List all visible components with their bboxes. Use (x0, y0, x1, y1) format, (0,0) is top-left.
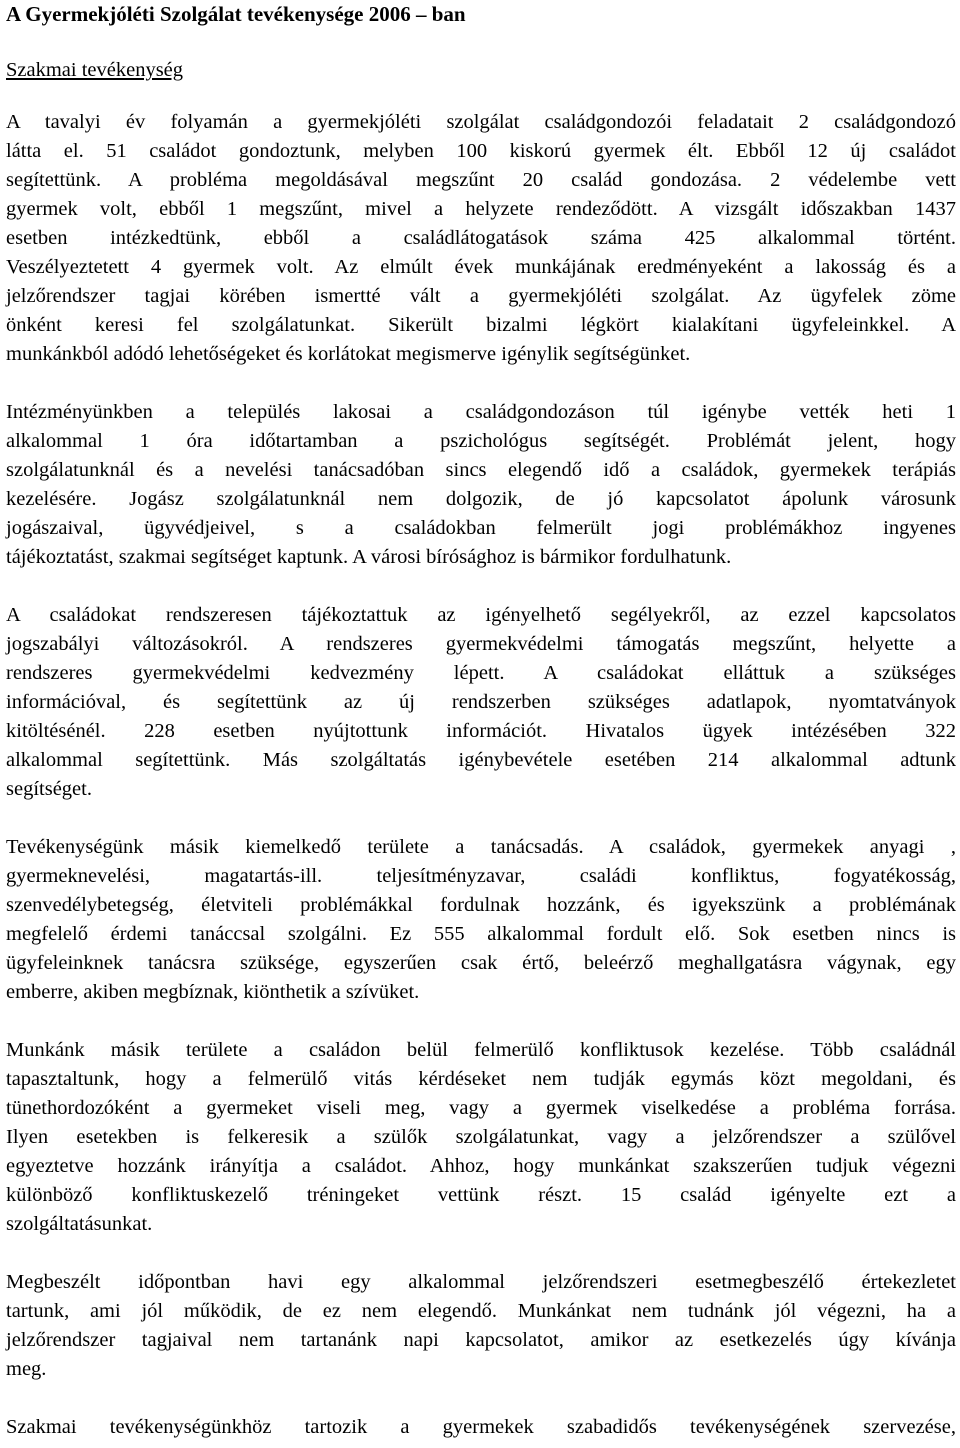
text-line: különböző konfliktuskezelő tréningeket vettünk részt. 15 család igényelte ezt a (6, 1184, 956, 1206)
text-line: jelzőrendszer tagjaival nem tartanánk napi kapcsolatot, amikor az esetkezelés úgy kívánja (6, 1329, 956, 1351)
document-title: A Gyermekjóléti Szolgálat tevékenysége 2006 – ban (6, 2, 466, 26)
paragraph (6, 1413, 956, 1442)
text-line: információval, és segítettünk az új rendszerben szükséges adatlapok, nyomtatványok (6, 691, 956, 713)
text-line: segítettünk. A probléma megoldásával megszűnt 20 család gondozása. 2 védelembe vett (6, 169, 956, 191)
text-line: megfelelő érdemi tanáccsal szolgálni. Ez 555 alkalommal fordult elő. Sok esetben nincs is (6, 923, 956, 945)
text-line: gyermek volt, ebből 1 megszűnt, mivel a helyzete rendeződött. A vizsgált időszakban 1437 (6, 198, 956, 220)
text-line: esetben intézkedtünk, ebből a családlátogatások száma 425 alkalommal történt. (6, 227, 956, 249)
text-line: Tevékenységünk másik kiemelkedő területe a tanácsadás. A családok, gyermekek anyagi , (6, 836, 956, 858)
text-line: tartunk, ami jól működik, de ez nem elegendő. Munkánkat nem tudnánk jól végezni, ha a (6, 1300, 956, 1322)
paragraph (6, 833, 956, 1007)
text-line: munkánkból adódó lehetőségeket és korlátokat megismerve igénylik segítségünket. (6, 343, 691, 365)
document-body (6, 108, 956, 1442)
paragraph (6, 398, 956, 572)
text-line: ügyfeleinknek tanácsra szüksége, egyszerűen csak értő, beleérző meghallgatásra vágynak, egy (6, 952, 956, 974)
paragraph (6, 1036, 956, 1239)
paragraph (6, 601, 956, 804)
text-line: önként keresi fel szolgálatunkat. Sikerült bizalmi légkört kialakítani ügyfeleinkkel. A (6, 314, 956, 336)
text-line: Veszélyeztetett 4 gyermek volt. Az elmúlt évek munkájának eredményeként a lakosság és a (6, 256, 956, 278)
text-line: szolgálatunknál és a nevelési tanácsadóban sincs elegendő idő a családok, gyermekek terápiás (6, 459, 956, 481)
text-line: rendszeres gyermekvédelmi kedvezmény lépett. A családokat elláttuk a szükséges (6, 662, 956, 684)
text-line: alkalommal segítettünk. Más szolgáltatás igénybevétele esetében 214 alkalommal adtunk (6, 749, 956, 771)
text-line: látta el. 51 családot gondoztunk, melyben 100 kiskorú gyermek élt. Ebből 12 új családot (6, 140, 956, 162)
text-line: szenvedélybetegség, életviteli problémákkal fordulnak hozzánk, és igyekszünk a problémának (6, 894, 956, 916)
text-line: kezelésére. Jogász szolgálatunknál nem dolgozik, de jó kapcsolatot ápolunk városunk (6, 488, 956, 510)
text-line: Munkánk másik területe a családon belül felmerülő konfliktusok kezelése. Több családnál (6, 1039, 956, 1061)
text-line: A tavalyi év folyamán a gyermekjóléti szolgálat családgondozói feladatait 2 családgondozó (6, 111, 956, 133)
text-line: gyermeknevelési, magatartás-ill. teljesítményzavar, családi konfliktus, fogyatékosság, (6, 865, 956, 887)
section-heading: Szakmai tevékenység (6, 59, 184, 81)
text-line: Szakmai tevékenységünkhöz tartozik a gyermekek szabadidős tevékenységének szervezése, (6, 1416, 956, 1438)
text-line: tapasztaltunk, hogy a felmerülő vitás kérdéseket nem tudják egymás közt megoldani, és (6, 1068, 956, 1090)
text-line: egyeztetve hozzánk irányítja a családot. Ahhoz, hogy munkánkat szakszerűen tudjuk végezni (6, 1155, 956, 1177)
text-line: alkalommal 1 óra időtartamban a pszichológus segítségét. Problémát jelent, hogy (6, 430, 956, 452)
text-line: Ilyen esetekben is felkeresik a szülők szolgálatunkat, vagy a jelzőrendszer a szülővel (6, 1126, 956, 1148)
text-line: jelzőrendszer tagjai körében ismertté vált a gyermekjóléti szolgálat. Az ügyfelek zöme (6, 285, 956, 307)
text-line: tünethordozóként a gyermeket viseli meg, vagy a gyermek viselkedése a probléma forrása. (6, 1097, 956, 1119)
text-line: emberre, akiben megbíznak, kiönthetik a szívüket. (6, 981, 420, 1003)
paragraph (6, 1268, 956, 1384)
text-line: segítséget. (6, 778, 92, 800)
paragraph (6, 108, 956, 369)
text-line: kitöltésénél. 228 esetben nyújtottunk információt. Hivatalos ügyek intézésében 322 (6, 720, 956, 742)
text-line: jogszabályi változásokról. A rendszeres gyermekvédelmi támogatás megszűnt, helyette a (6, 633, 956, 655)
text-line: jogászaival, ügyvédjeivel, s a családokban felmerült jogi problémákhoz ingyenes (6, 517, 956, 539)
text-line: Megbeszélt időpontban havi egy alkalommal jelzőrendszeri esetmegbeszélő értekezletet (6, 1271, 956, 1293)
text-line: szolgáltatásunkat. (6, 1213, 153, 1235)
text-line: tájékoztatást, szakmai segítséget kaptunk. A városi bírósághoz is bármikor fordulhatunk. (6, 546, 732, 568)
text-line: A családokat rendszeresen tájékoztattuk az igényelhető segélyekről, az ezzel kapcsolatos (6, 604, 956, 626)
text-line: Intézményünkben a település lakosai a családgondozáson túl igénybe vették heti 1 (6, 401, 956, 423)
text-line: meg. (6, 1358, 47, 1380)
document-page (6, 0, 956, 1442)
